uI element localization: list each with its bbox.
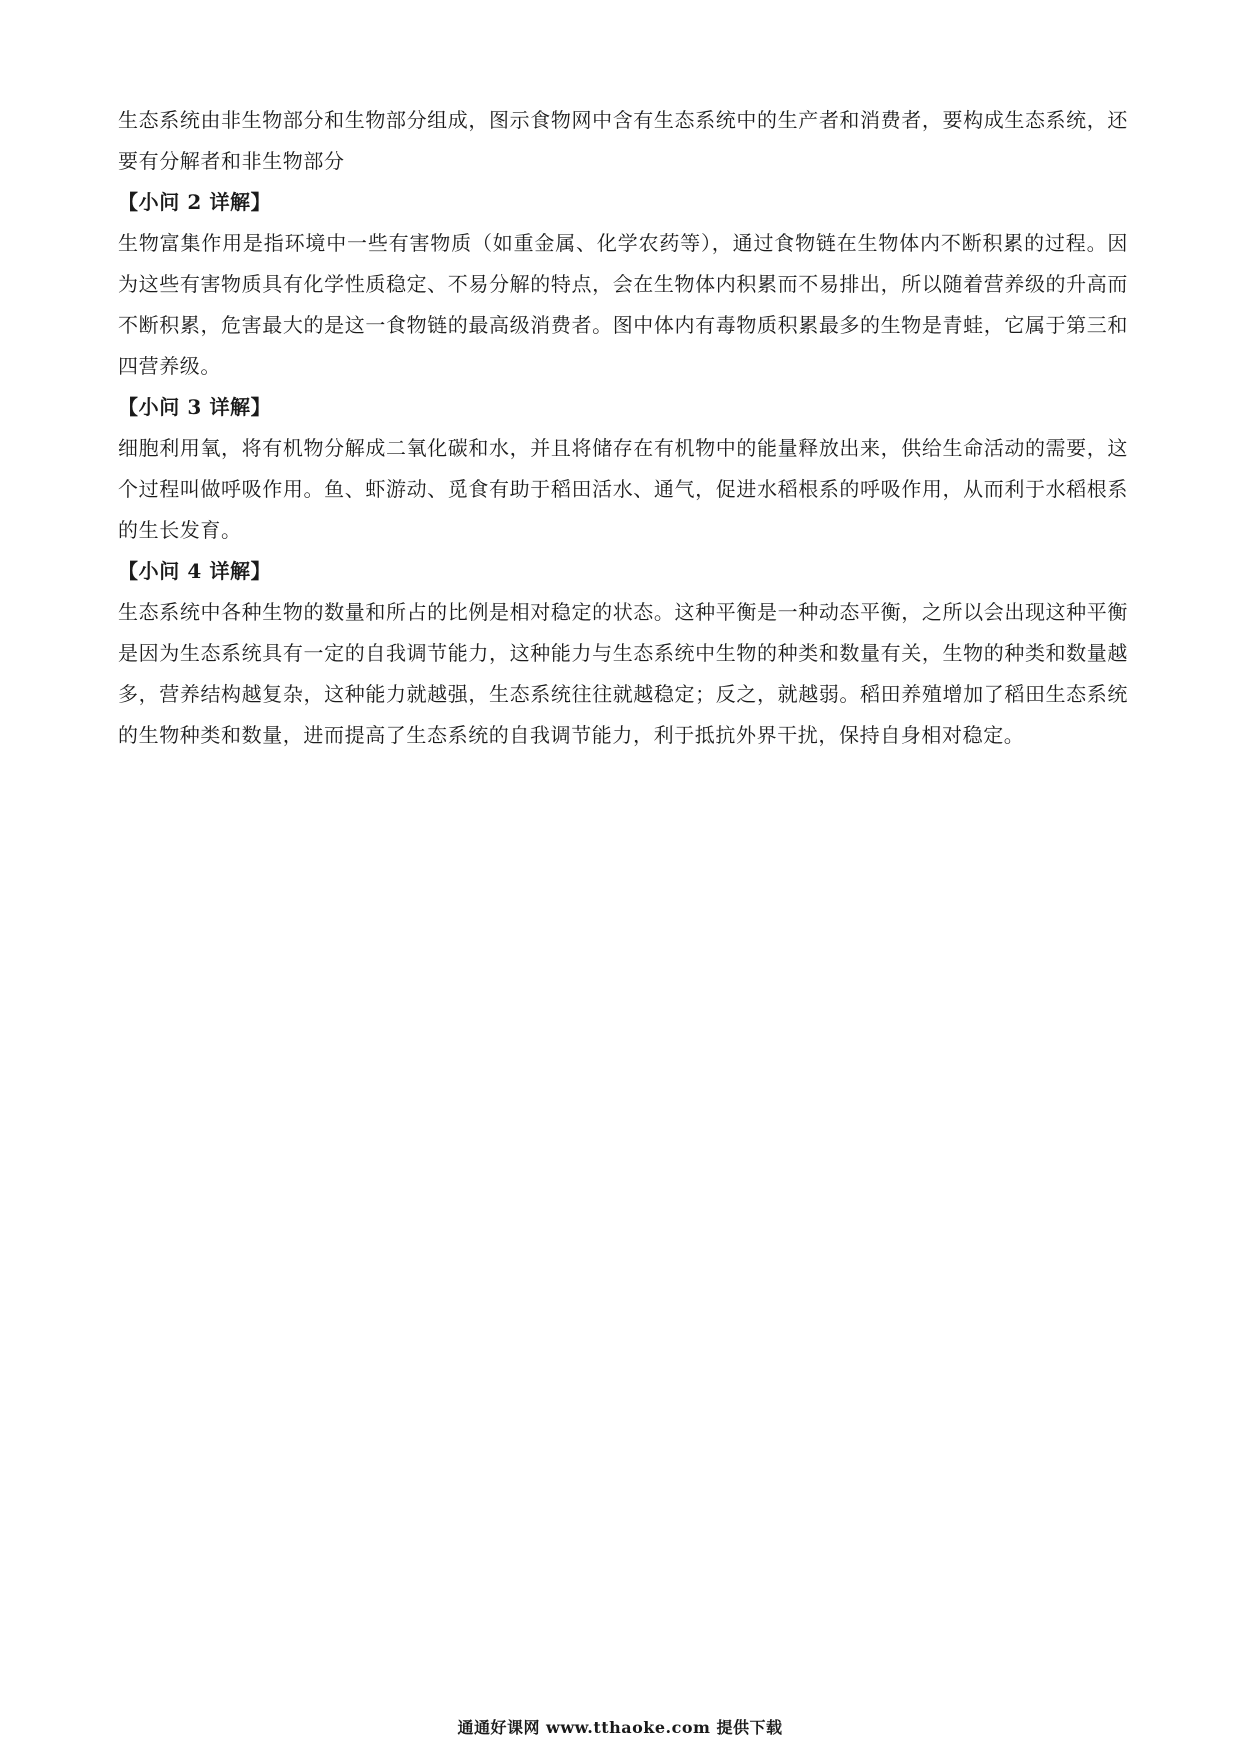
document-body [118, 100, 1128, 756]
section-heading-q3: 【小问 3 详解】 [118, 395, 272, 419]
answer-paragraph-3: 细胞利用氧，将有机物分解成二氧化碳和水，并且将储存在有机物中的能量释放出来，供给生命活动的需要，这个过程叫做呼吸作用。鱼、虾游动、觅食有助于稻田活水、通气，促进水稻根系的呼吸作用，从而利于水稻根系的生长发育。 [118, 436, 1128, 542]
section-heading-q4: 【小问 4 详解】 [118, 559, 272, 583]
answer-paragraph-4: 生态系统中各种生物的数量和所占的比例是相对稳定的状态。这种平衡是一种动态平衡，之所以会出现这种平衡是因为生态系统具有一定的自我调节能力，这种能力与生态系统中生物的种类和数量有关，生物的种类和数量越多，营养结构越复杂，这种能力就越强，生态系统往往就越稳定；反之，就越弱。稻田养殖增加了稻田生态系统的生物种类和数量，进而提高了生态系统的自我调节能力，利于抵抗外界干扰，保持自身相对稳定。 [118, 600, 1128, 747]
section-heading-q2: 【小问 2 详解】 [118, 190, 272, 214]
page-footer: 通通好课网 www.tthaoke.com 提供下载 [457, 1718, 783, 1737]
answer-paragraph-1: 生态系统由非生物部分和生物部分组成，图示食物网中含有生态系统中的生产者和消费者，要构成生态系统，还要有分解者和非生物部分 [118, 108, 1128, 173]
answer-paragraph-2: 生物富集作用是指环境中一些有害物质（如重金属、化学农药等），通过食物链在生物体内不断积累的过程。因为这些有害物质具有化学性质稳定、不易分解的特点，会在生物体内积累而不易排出，所以随着营养级的升高而不断积累，危害最大的是这一食物链的最高级消费者。图中体内有毒物质积累最多的生物是青蛙，它属于第三和四营养级。 [118, 231, 1128, 378]
